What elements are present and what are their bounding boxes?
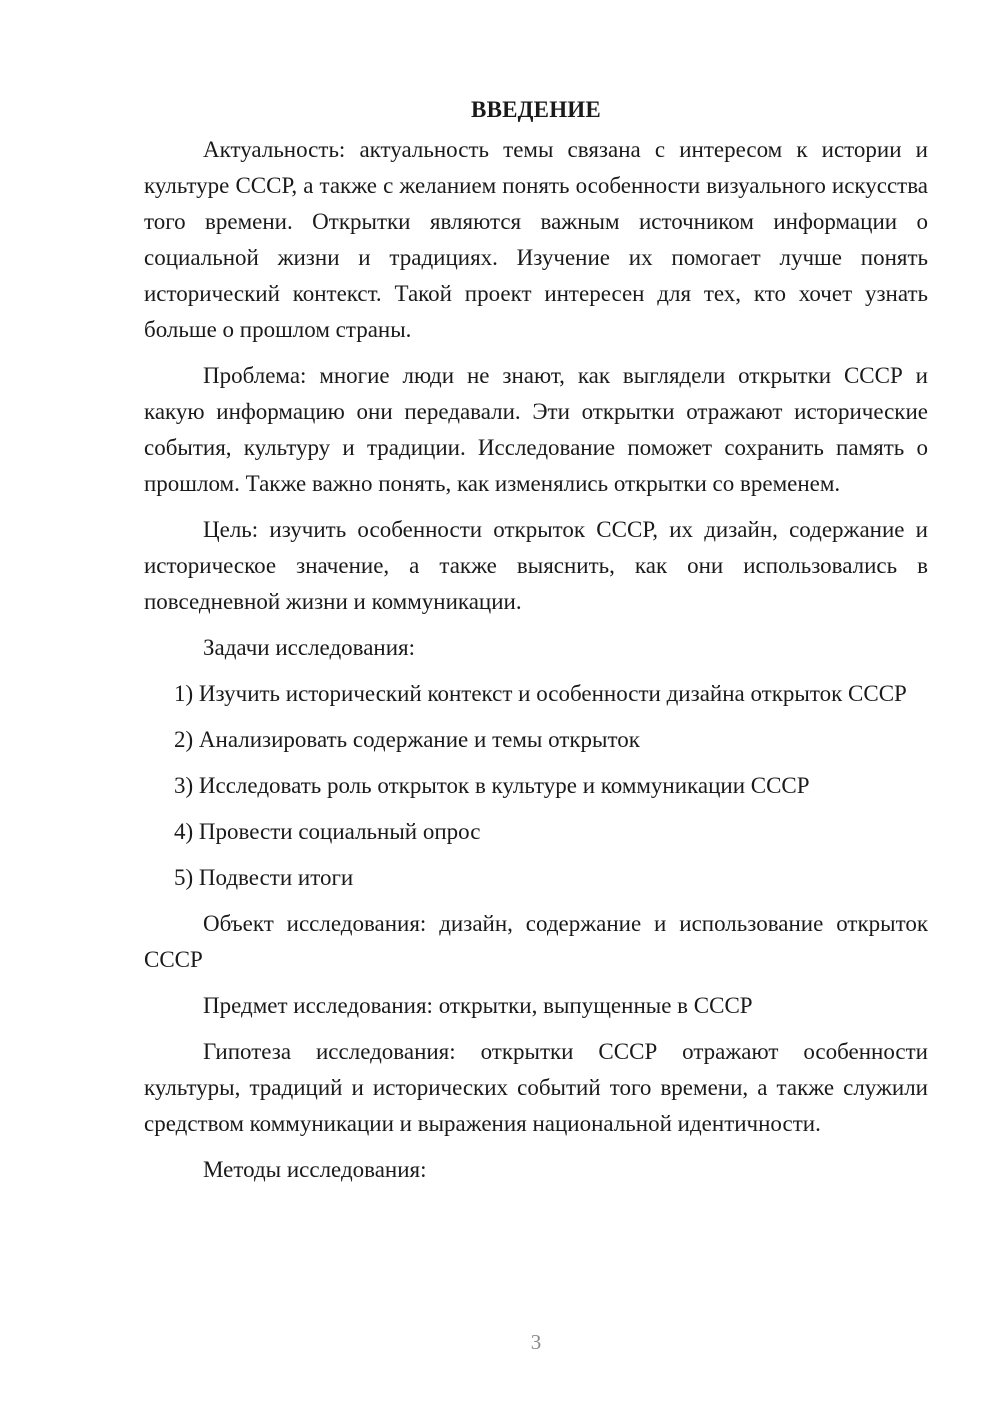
task-item-2: 2) Анализировать содержание и темы открыток: [174, 727, 640, 752]
paragraph-hypothesis: Гипотеза исследования: открытки СССР отражают особенности культуры, традиций и исторических событий того времени, а также служили средством коммуникации и выражения национальной идентичности.: [144, 1039, 928, 1136]
paragraph-relevance: Актуальность: актуальность темы связана с интересом к истории и культуре СССР, а также с желанием понять особенности визуального искусства того времени. Открытки являются важным источником информации о социальной жизни и традициях. Изучение их помогает лучше понять исторический контекст. Такой проект интересен для тех, кто хочет узнать больше о прошлом страны.: [144, 137, 928, 342]
methods-title: Методы исследования:: [203, 1157, 427, 1182]
page-content: [144, 88, 928, 1198]
paragraph-problem: Проблема: многие люди не знают, как выглядели открытки СССР и какую информацию они передавали. Эти открытки отражают исторические события, культуру и традиции. Исследование поможет сохранить память о прошлом. Также важно понять, как изменялись открытки со временем.: [144, 363, 928, 496]
paragraph-object: Объект исследования: дизайн, содержание и использование открыток СССР: [144, 911, 928, 972]
tasks-title: Задачи исследования:: [203, 635, 416, 660]
page-number: 3: [530, 1330, 542, 1354]
task-item-3: 3) Исследовать роль открыток в культуре и коммуникации СССР: [174, 773, 810, 798]
task-item-1: 1) Изучить исторический контекст и особенности дизайна открыток СССР: [174, 681, 907, 706]
task-item-4: 4) Провести социальный опрос: [174, 819, 481, 844]
section-heading: ВВЕДЕНИЕ: [471, 97, 601, 122]
task-item-5: 5) Подвести итоги: [174, 865, 354, 890]
paragraph-goal: Цель: изучить особенности открыток СССР, их дизайн, содержание и историческое значение, а также выяснить, как они использовались в повседневной жизни и коммуникации.: [144, 517, 928, 614]
paragraph-subject: Предмет исследования: открытки, выпущенные в СССР: [203, 993, 753, 1018]
